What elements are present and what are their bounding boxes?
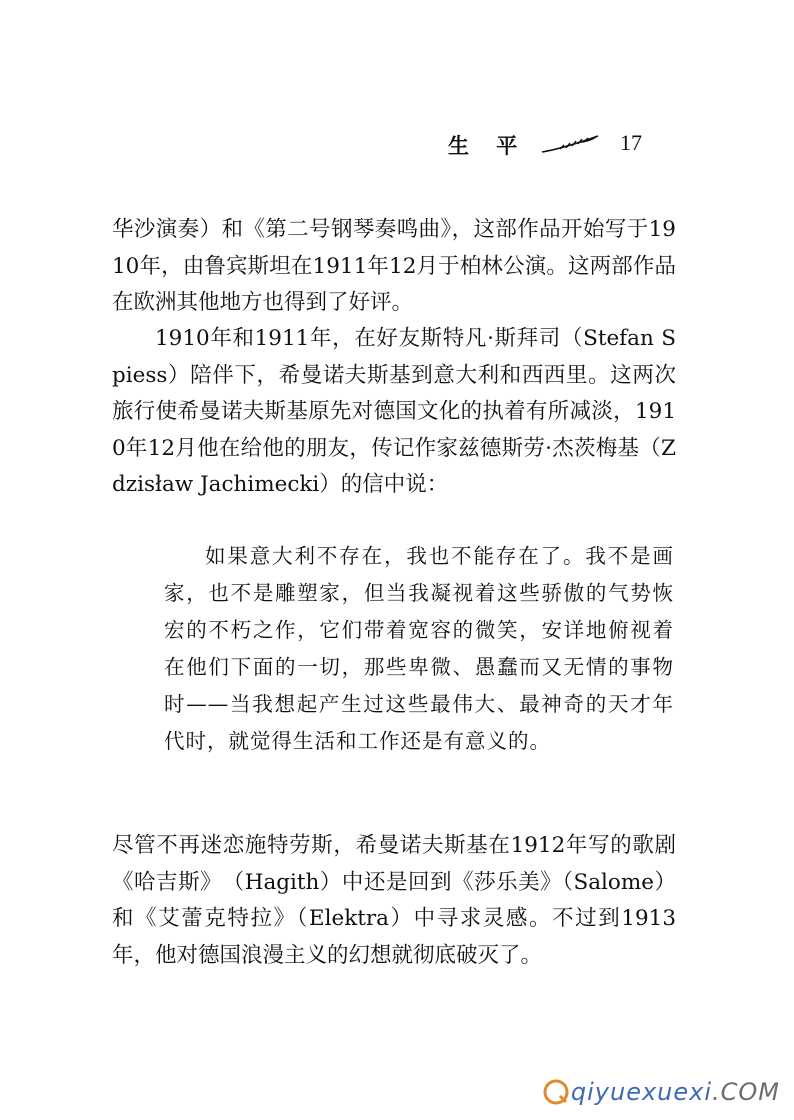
site-logo-icon xyxy=(543,1079,569,1105)
site-watermark xyxy=(543,1078,780,1106)
paragraph-text: 尽管不再迷恋施特劳斯，希曼诺夫斯基在1912年写的歌剧《哈吉斯》 （Hagith）中还是回到《莎乐美》（Salome）和《艾蕾克特拉》（Elektra）中寻求灵感。不过到1913年，他对德国浪漫主义的幻想就彻底破灭了。 xyxy=(112,833,676,968)
paragraph-text: 1910年和1911年，在好友斯特凡·斯拜司（Stefan Spiess）陪伴下，希曼诺夫斯基到意大利和西西里。这两次旅行使希曼诺夫斯基原先对德国文化的执着有所减淡，1910年12月他在给他的朋友，传记作家兹德斯劳·杰茨梅基（Zdzisław Jachimecki）的信中说： xyxy=(112,326,676,497)
page-number: 17 xyxy=(620,130,642,155)
quill-flourish-icon xyxy=(540,134,600,156)
body-paragraph-2 xyxy=(112,321,676,504)
body-paragraph-3 xyxy=(112,828,676,974)
block-quote xyxy=(164,538,674,760)
watermark-text: qiyuexuexi xyxy=(570,1078,713,1106)
body-paragraph-1 xyxy=(112,212,676,322)
running-head-title: 生 平 xyxy=(448,134,528,158)
page-header xyxy=(448,128,668,162)
paragraph-text: 华沙演奏）和《第二号钢琴奏鸣曲》，这部作品开始写于1910年，由鲁宾斯坦在1911年12月于柏林公演。这两部作品在欧洲其他地方也得到了好评。 xyxy=(112,217,676,315)
quote-text: 如果意大利不存在，我也不能存在了。我不是画家，也不是雕塑家，但当我凝视着这些骄傲的气势恢宏的不朽之作，它们带着宽容的微笑，安详地俯视着在他们下面的一切，那些卑微、愚蠢而又无情的事物时——当我想起产生过这些最伟大、最神奇的天才年代时，就觉得生活和工作还是有意义的。 xyxy=(164,544,674,753)
watermark-domain: .COM xyxy=(712,1078,780,1106)
